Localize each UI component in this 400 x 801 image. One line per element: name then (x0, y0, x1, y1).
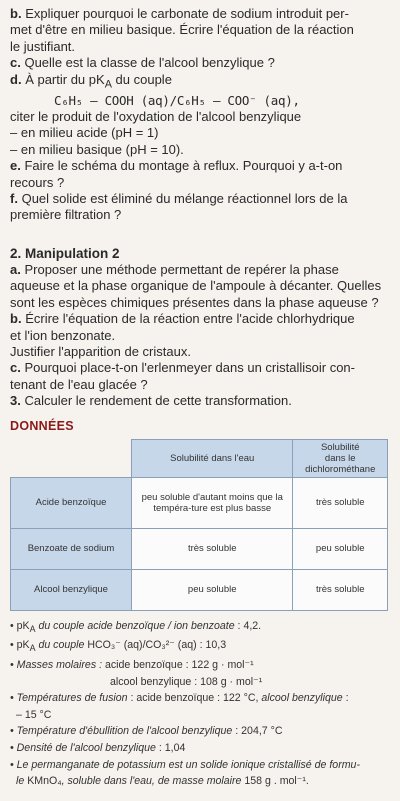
bullet-density: • Densité de l'alcool benzylique : 1,04 (10, 741, 186, 754)
bullet-permanganate-line2: le KMnO₄, soluble dans l'eau, de masse molaire 158 g . mol⁻¹. (16, 775, 309, 788)
table-row (11, 477, 388, 528)
question-d-line5: – en milieu basique (pH = 10). (10, 141, 184, 157)
question-d-line3: citer le produit de l'oxydation de l'alcool benzylique (10, 109, 302, 125)
bullet-permanganate: • Le permanganate de potassium est un solide ionique cristallisé de formu- (10, 758, 360, 771)
table-header-eau: Solubilité dans l'eau (132, 439, 293, 477)
section-title: 2. Manipulation 2 (10, 245, 120, 261)
question-b-line3: le justifiant. (10, 38, 76, 54)
question-2b: b. Écrire l'équation de la réaction entre l'acide chlorhydrique (10, 311, 355, 327)
question-2b-line2: et l'ion benzonate. (10, 327, 116, 343)
table-header-row (11, 439, 388, 477)
question-d: d. À partir du $pK_A$ du couple (10, 71, 172, 91)
table-header-dcm: Solubilité dans le dichlorométhane (293, 439, 388, 477)
donnees-heading: DONNÉES (10, 418, 74, 433)
data-bullets (10, 618, 392, 790)
question-b-line2: met d'être en milieu basique. Écrire l'équation de la réaction (10, 22, 354, 38)
questions-part-1 (10, 6, 392, 224)
bullet-pka-benzoic: • $pK_A$ du couple acide benzoïque / ion benzoate : 4,2. (10, 619, 262, 634)
question-e-line2: recours ? (10, 174, 65, 190)
table-cell: très soluble (293, 477, 388, 528)
table-cell: très soluble (132, 528, 293, 569)
question-2c: c. Pourquoi place-t-on l'erlenmeyer dans un cristallisoir con- (10, 360, 355, 376)
question-2c-line2: tenant de l'eau glacée ? (10, 376, 148, 392)
question-c: c. Quelle est la classe de l'alcool benzylique ? (10, 55, 275, 71)
question-d-line4: – en milieu acide (pH = 1) (10, 125, 159, 141)
solubility-table (10, 439, 388, 611)
table-row (11, 569, 388, 610)
table-cell: peu soluble (132, 569, 293, 610)
question-e: e. Faire le schéma du montage à reflux. Pourquoi y a-t-on (10, 158, 343, 174)
bullet-melting: • Températures de fusion : acide benzoïque : 122 °C, alcool benzylique : (10, 692, 349, 705)
question-f-line2: première filtration ? (10, 207, 122, 223)
question-2a-line3: sont les espèces chimiques présentes dans la phase aqueuse ? (10, 294, 379, 310)
question-2a-line2: aqueuse et la phase organique de l'ampoule à décanter. Quelles (10, 278, 382, 294)
table-cell: peu soluble (293, 528, 388, 569)
question-2a: a. Proposer une méthode permettant de repérer la phase (10, 261, 339, 277)
row-header: Alcool benzylique (11, 569, 132, 610)
table-cell: peu soluble d'autant moins que la tempéra-ture est plus basse (132, 477, 293, 528)
question-b: b. Expliquer pourquoi le carbonate de sodium introduit per- (10, 6, 349, 21)
spacer (10, 224, 392, 245)
table-corner (11, 439, 132, 477)
section-manipulation-2 (10, 245, 392, 410)
question-3: 3. Calculer le rendement de cette transformation. (10, 393, 292, 409)
bullet-molar-masses: • Masses molaires : acide benzoïque : 122 g · mol⁻¹ alcool benzylique : 108 g · mol⁻¹ (10, 658, 263, 688)
bullet-pka-carbonate: • $pK_A$ du couple HCO₃⁻ (aq)/CO₃²⁻ (aq) : 10,3 (10, 639, 227, 654)
question-2b-line3: Justifier l'apparition de cristaux. (10, 343, 191, 359)
row-header: Benzoate de sodium (11, 528, 132, 569)
question-d-formula: C₆H₅ – COOH (aq)/C₆H₅ – COO⁻ (aq), (54, 92, 300, 108)
bullet-boiling: • Température d'ébullition de l'alcool benzylique : 204,7 °C (10, 725, 283, 738)
bullet-melting-line2: – 15 °C (16, 708, 52, 721)
question-f: f. Quel solide est éliminé du mélange réactionnel lors de la (10, 191, 348, 207)
table-row (11, 528, 388, 569)
row-header: Acide benzoïque (11, 477, 132, 528)
table-cell: très soluble (293, 569, 388, 610)
